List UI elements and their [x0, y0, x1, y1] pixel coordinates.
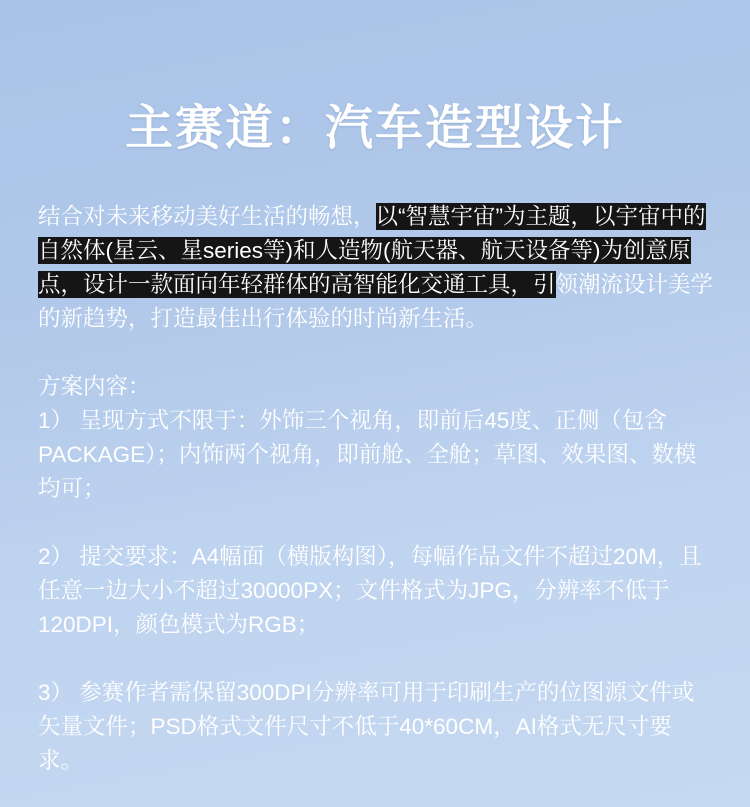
- intro-text-lead: 结合对未来移动美好生活的畅想，: [38, 204, 376, 229]
- plan-heading: 方案内容：: [38, 374, 151, 399]
- intro-text-highlighted: 以“智慧宇宙”为主题，以宇宙中的自然体(星云、星series等)和人造物(航天器、航天设备等)为创意原点，设计一款面向年轻群体的高智能化交通工具，引: [38, 204, 706, 297]
- list-item-1: 1） 呈现方式不限于：外饰三个视角，即前后45度、正侧（包含PACKAGE）；内饰两个视角，即前舱、全舱；草图、效果图、数模均可；: [38, 408, 697, 501]
- paragraph-spacer-3: [38, 642, 716, 676]
- intro-text-tail: 领潮流设计美学的新趋势，打造最佳出行体验的时尚新生活。: [38, 272, 714, 331]
- list-item-3: 3） 参赛作者需保留300DPI分辨率可用于印刷生产的位图源文件或矢量文件；PSD格式文件尺寸不低于40*60CM，AI格式无尺寸要求。: [38, 680, 695, 773]
- paragraph-spacer-1: [38, 336, 716, 370]
- document-body: [38, 200, 716, 778]
- paragraph-spacer-2: [38, 506, 716, 540]
- paragraph-intro: [38, 200, 716, 336]
- list-item-2: 2） 提交要求：A4幅面（横版构图），每幅作品文件不超过20M，且任意一边大小不超过30000PX；文件格式为JPG，分辨率不低于120DPI，颜色模式为RGB；: [38, 544, 702, 637]
- page-title: 主赛道：汽车造型设计: [124, 102, 625, 156]
